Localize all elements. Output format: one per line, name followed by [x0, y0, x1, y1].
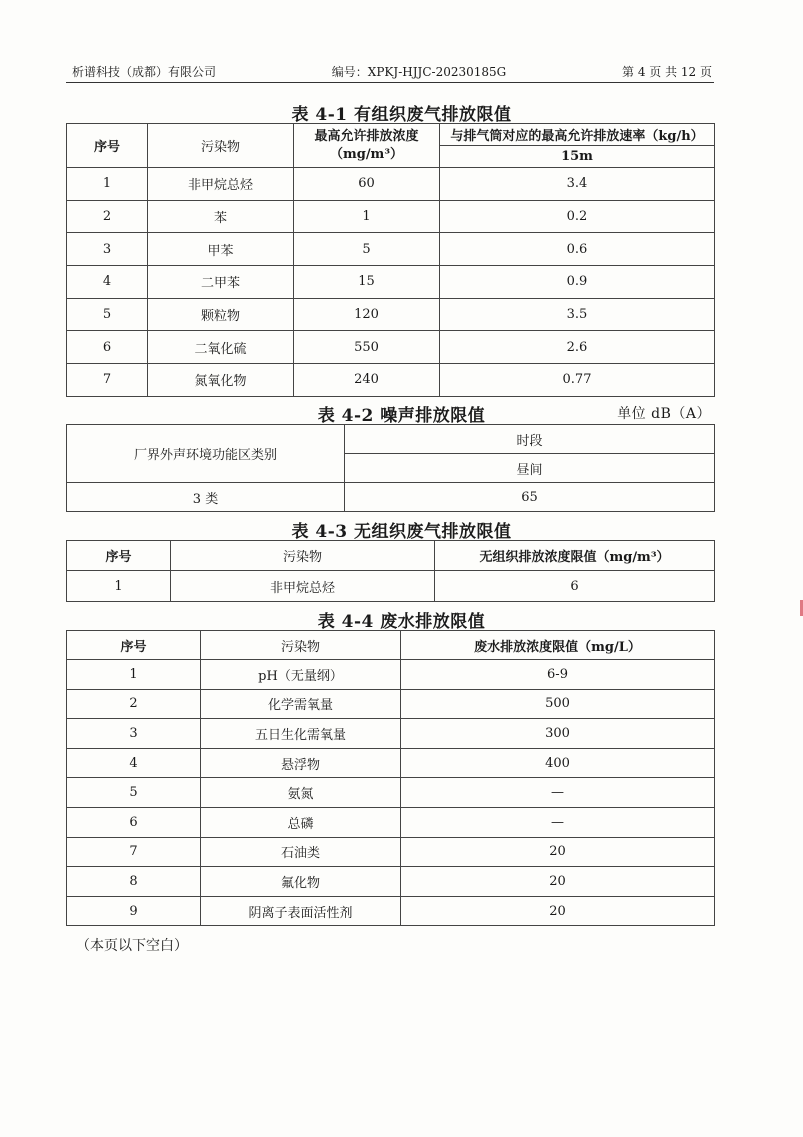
company-name: 析谱科技（成都）有限公司 — [72, 65, 217, 79]
cell-limit: 20 — [401, 837, 715, 867]
cell-no: 8 — [67, 867, 201, 897]
cell-no: 7 — [67, 837, 201, 867]
table-row — [67, 168, 715, 201]
cell-no: 6 — [67, 331, 148, 364]
cell-rate: 0.9 — [440, 266, 715, 299]
table-4-2-title: 表 4-2 噪声排放限值 — [317, 406, 486, 426]
cell-no: 1 — [67, 168, 148, 201]
table-row — [67, 660, 715, 690]
cell-rate: 2.6 — [440, 331, 715, 364]
cell-limit: 6-9 — [401, 660, 715, 690]
cell-no: 9 — [67, 896, 201, 926]
cell-rate: 0.2 — [440, 200, 715, 233]
cell-name: 苯 — [148, 200, 294, 233]
cell-name: pH（无量纲） — [201, 660, 401, 690]
table-4-4 — [66, 630, 715, 926]
daytime-limit-cell: 65 — [345, 483, 715, 512]
table-row — [67, 807, 715, 837]
cell-conc: 5 — [294, 233, 440, 266]
header-zone-category: 厂界外声环境功能区类别 — [67, 425, 345, 483]
cell-no: 7 — [67, 364, 148, 397]
table-row — [67, 571, 715, 602]
header-fugitive-limit: 无组织排放浓度限值（mg/m³） — [435, 541, 715, 571]
table-row — [67, 266, 715, 299]
cell-no: 4 — [67, 266, 148, 299]
cell-rate: 0.6 — [440, 233, 715, 266]
header-period: 时段 — [345, 425, 715, 454]
table-row — [67, 298, 715, 331]
cell-name: 化学需氧量 — [201, 689, 401, 719]
blank-below-note: （本页以下空白） — [76, 938, 188, 954]
cell-rate: 3.4 — [440, 168, 715, 201]
header-concentration-unit: （mg/m³） — [329, 146, 404, 162]
cell-no: 3 — [67, 719, 201, 749]
table-4-3 — [66, 540, 715, 602]
cell-limit: 400 — [401, 748, 715, 778]
table-row — [67, 837, 715, 867]
page-header — [72, 58, 712, 80]
cell-name: 非甲烷总烃 — [171, 571, 435, 602]
table-row — [67, 778, 715, 808]
cell-limit: — — [401, 778, 715, 808]
cell-limit: 6 — [435, 571, 715, 602]
cell-name: 氟化物 — [201, 867, 401, 897]
cell-name: 阴离子表面活性剂 — [201, 896, 401, 926]
table-row — [67, 689, 715, 719]
table-row — [67, 364, 715, 397]
cell-conc: 60 — [294, 168, 440, 201]
table-4-2 — [66, 424, 715, 512]
cell-limit: 500 — [401, 689, 715, 719]
cell-name: 石油类 — [201, 837, 401, 867]
header-pollutant: 污染物 — [171, 541, 435, 571]
cell-conc: 550 — [294, 331, 440, 364]
cell-name: 二氧化硫 — [148, 331, 294, 364]
cell-name: 氨氮 — [201, 778, 401, 808]
header-concentration-line1: 最高允许排放浓度 — [314, 128, 419, 144]
cell-name: 二甲苯 — [148, 266, 294, 299]
table-4-4-title: 表 4-4 废水排放限值 — [317, 612, 486, 632]
cell-name: 甲苯 — [148, 233, 294, 266]
table-row — [67, 748, 715, 778]
header-concentration — [294, 124, 440, 168]
cell-name: 五日生化需氧量 — [201, 719, 401, 749]
table-row — [67, 200, 715, 233]
zone-category-cell: 3 类 — [67, 483, 345, 512]
cell-no: 5 — [67, 298, 148, 331]
cell-no: 4 — [67, 748, 201, 778]
table-4-3-title: 表 4-3 无组织废气排放限值 — [291, 522, 512, 542]
header-pollutant: 污染物 — [201, 631, 401, 660]
header-pollutant: 污染物 — [148, 124, 294, 168]
table-4-1-title: 表 4-1 有组织废气排放限值 — [291, 105, 512, 125]
cell-conc: 1 — [294, 200, 440, 233]
table-4-2-title-row — [0, 401, 803, 426]
header-emission-rate: 与排气筒对应的最高允许排放速率（kg/h） — [440, 124, 715, 146]
cell-conc: 120 — [294, 298, 440, 331]
header-wastewater-limit: 废水排放浓度限值（mg/L） — [401, 631, 715, 660]
table-row — [67, 331, 715, 364]
cell-conc: 240 — [294, 364, 440, 397]
cell-name: 非甲烷总烃 — [148, 168, 294, 201]
cell-rate: 0.77 — [440, 364, 715, 397]
page-number: 第 4 页 共 12 页 — [622, 65, 712, 79]
cell-name: 总磷 — [201, 807, 401, 837]
cell-limit: — — [401, 807, 715, 837]
cell-name: 悬浮物 — [201, 748, 401, 778]
cell-limit: 20 — [401, 896, 715, 926]
table-row — [67, 719, 715, 749]
cell-no: 1 — [67, 571, 171, 602]
cell-limit: 300 — [401, 719, 715, 749]
cell-name: 颗粒物 — [148, 298, 294, 331]
header-stack-height: 15m — [440, 146, 715, 168]
cell-no: 6 — [67, 807, 201, 837]
table-4-2-unit: 单位 dB（A） — [617, 406, 711, 422]
header-daytime: 昼间 — [345, 454, 715, 483]
table-row — [67, 896, 715, 926]
table-row — [67, 233, 715, 266]
header-no: 序号 — [67, 631, 201, 660]
header-no: 序号 — [67, 124, 148, 168]
cell-no: 5 — [67, 778, 201, 808]
table-row — [67, 867, 715, 897]
cell-rate: 3.5 — [440, 298, 715, 331]
cell-no: 2 — [67, 200, 148, 233]
header-rule — [66, 82, 714, 83]
table-4-1 — [66, 123, 715, 397]
header-no: 序号 — [67, 541, 171, 571]
cell-name: 氮氧化物 — [148, 364, 294, 397]
report-number: 编号：XPKJ-HJJC-20230185G — [331, 65, 507, 79]
cell-conc: 15 — [294, 266, 440, 299]
cell-limit: 20 — [401, 867, 715, 897]
cell-no: 1 — [67, 660, 201, 690]
cell-no: 2 — [67, 689, 201, 719]
cell-no: 3 — [67, 233, 148, 266]
